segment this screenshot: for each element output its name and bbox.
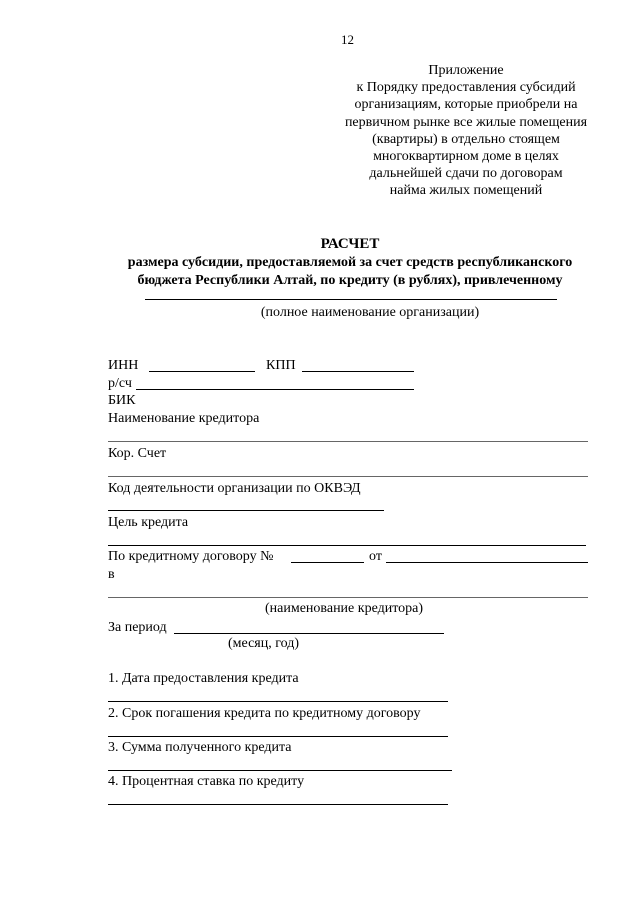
appendix-line: найма жилых помещений bbox=[389, 183, 543, 199]
appendix-line: организациям, которые приобрели на bbox=[354, 97, 578, 113]
page-number: 12 bbox=[341, 32, 354, 47]
period-label: За период bbox=[108, 620, 167, 635]
period-caption: (месяц, год) bbox=[228, 636, 300, 651]
creditor-name-label: Наименование кредитора bbox=[108, 411, 260, 426]
account-label: р/сч bbox=[108, 376, 132, 391]
okved-label: Код деятельности организации по ОКВЭД bbox=[108, 481, 361, 496]
organization-name-line[interactable] bbox=[145, 299, 557, 300]
document-subtitle-line2: бюджета Республики Алтай, по кредиту (в рублях), привлеченному bbox=[137, 273, 563, 288]
item-repayment-term: 2. Срок погашения кредита по кредитному договору bbox=[108, 706, 421, 721]
corr-account-field[interactable] bbox=[108, 476, 588, 477]
contract-label: По кредитному договору № bbox=[108, 549, 274, 564]
appendix-line: (квартиры) в отдельно стоящем bbox=[372, 131, 560, 147]
creditor-caption: (наименование кредитора) bbox=[265, 601, 424, 616]
appendix-line: первичном рынке все жилые помещения bbox=[344, 114, 588, 130]
credit-amount-field[interactable] bbox=[108, 770, 452, 771]
document-title: РАСЧЕТ bbox=[320, 236, 380, 252]
appendix-line: многоквартирном доме в целях bbox=[373, 149, 559, 165]
item-credit-amount: 3. Сумма полученного кредита bbox=[108, 740, 292, 755]
bik-label: БИК bbox=[108, 393, 136, 408]
creditor-field[interactable] bbox=[108, 597, 588, 598]
creditor-name-field[interactable] bbox=[108, 441, 588, 442]
period-field[interactable] bbox=[174, 633, 444, 634]
contract-from-label: от bbox=[369, 549, 382, 564]
appendix-line: Приложение bbox=[428, 63, 504, 78]
contract-number-field[interactable] bbox=[291, 562, 364, 563]
repayment-term-field[interactable] bbox=[108, 736, 448, 737]
item-credit-date: 1. Дата предоставления кредита bbox=[108, 671, 299, 686]
credit-date-field[interactable] bbox=[108, 701, 448, 702]
item-interest-rate: 4. Процентная ставка по кредиту bbox=[108, 774, 305, 789]
appendix-line: дальнейшей сдачи по договорам bbox=[369, 166, 563, 182]
interest-rate-field[interactable] bbox=[108, 804, 448, 805]
inn-field[interactable] bbox=[149, 371, 255, 372]
contract-in-label: в bbox=[108, 567, 115, 582]
kpp-label: КПП bbox=[266, 358, 296, 373]
document-subtitle-line1: размера субсидии, предоставляемой за счет средств республиканского bbox=[127, 255, 573, 270]
okved-field[interactable] bbox=[108, 510, 384, 511]
purpose-field[interactable] bbox=[108, 545, 586, 546]
purpose-label: Цель кредита bbox=[108, 515, 189, 530]
corr-account-label: Кор. Счет bbox=[108, 446, 167, 461]
appendix-line: к Порядку предоставления субсидий bbox=[356, 80, 576, 96]
contract-date-field[interactable] bbox=[386, 562, 588, 563]
account-field[interactable] bbox=[136, 389, 414, 390]
kpp-field[interactable] bbox=[302, 371, 414, 372]
appendix-block bbox=[318, 62, 614, 200]
organization-caption: (полное наименование организации) bbox=[260, 305, 480, 320]
inn-label: ИНН bbox=[108, 358, 139, 373]
